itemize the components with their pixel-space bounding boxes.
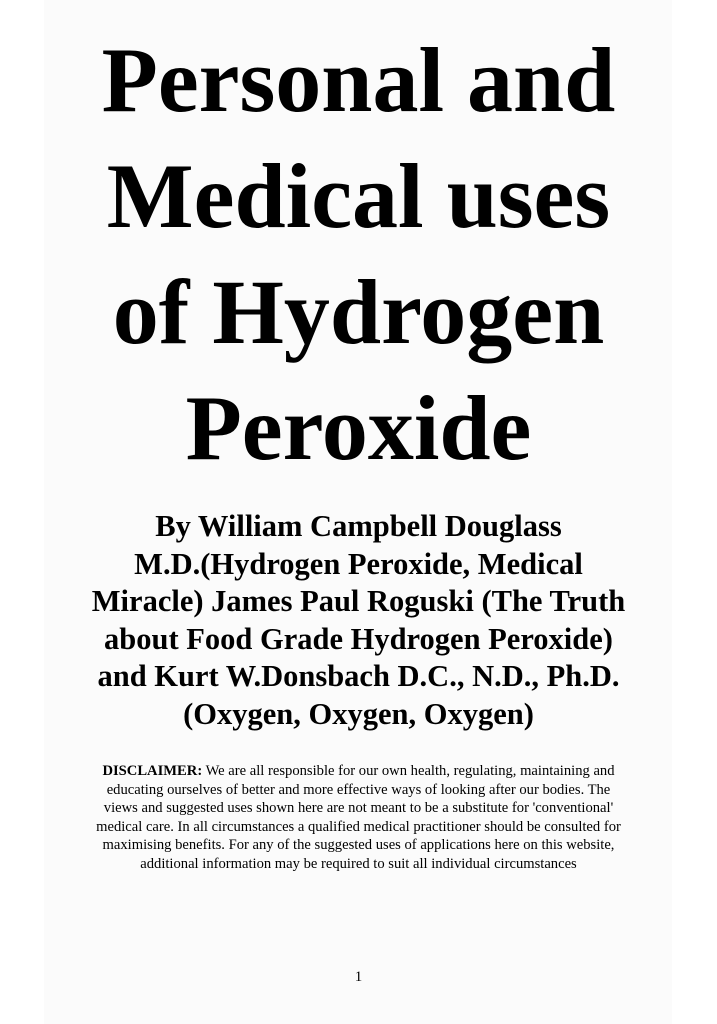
disclaimer-line: [30, 762, 687, 781]
title-line: Medical uses: [106, 145, 611, 247]
title-line: of Hydrogen: [112, 261, 605, 363]
title-line: Personal and: [101, 29, 616, 131]
disclaimer-line: maximising benefits. For any of the suggested uses of applications here on this website,: [102, 837, 615, 853]
authors-line: By William Campbell Douglass: [155, 509, 562, 543]
authors-line: and Kurt W.Donsbach D.C., N.D., Ph.D.: [97, 659, 620, 693]
disclaimer-line: additional information may be required to suit all individual circumstances: [140, 855, 577, 872]
title-line: Peroxide: [185, 377, 532, 479]
authors-line: (Oxygen, Oxygen, Oxygen): [183, 696, 534, 731]
authors-line: about Food Grade Hydrogen Peroxide): [104, 621, 613, 656]
authors-line: M.D.(Hydrogen Peroxide, Medical: [134, 546, 583, 581]
page-number: 1: [354, 969, 363, 985]
disclaimer-label: DISCLAIMER:: [102, 763, 203, 779]
disclaimer-line: educating ourselves of better and more effective ways of looking after our bodies. The: [106, 781, 611, 798]
disclaimer-line: medical care. In all circumstances a qualified medical practitioner should be consulted for: [96, 818, 621, 835]
authors-block: [30, 508, 687, 733]
disclaimer-paragraph: [30, 762, 687, 873]
disclaimer-first-line-text: We are all responsible for our own health, regulating, maintaining and: [202, 763, 615, 779]
document-title: [30, 22, 687, 486]
disclaimer-line: views and suggested uses shown here are not meant to be a substitute for 'conventional': [103, 800, 614, 816]
authors-line: Miracle) James Paul Roguski (The Truth: [91, 584, 626, 618]
